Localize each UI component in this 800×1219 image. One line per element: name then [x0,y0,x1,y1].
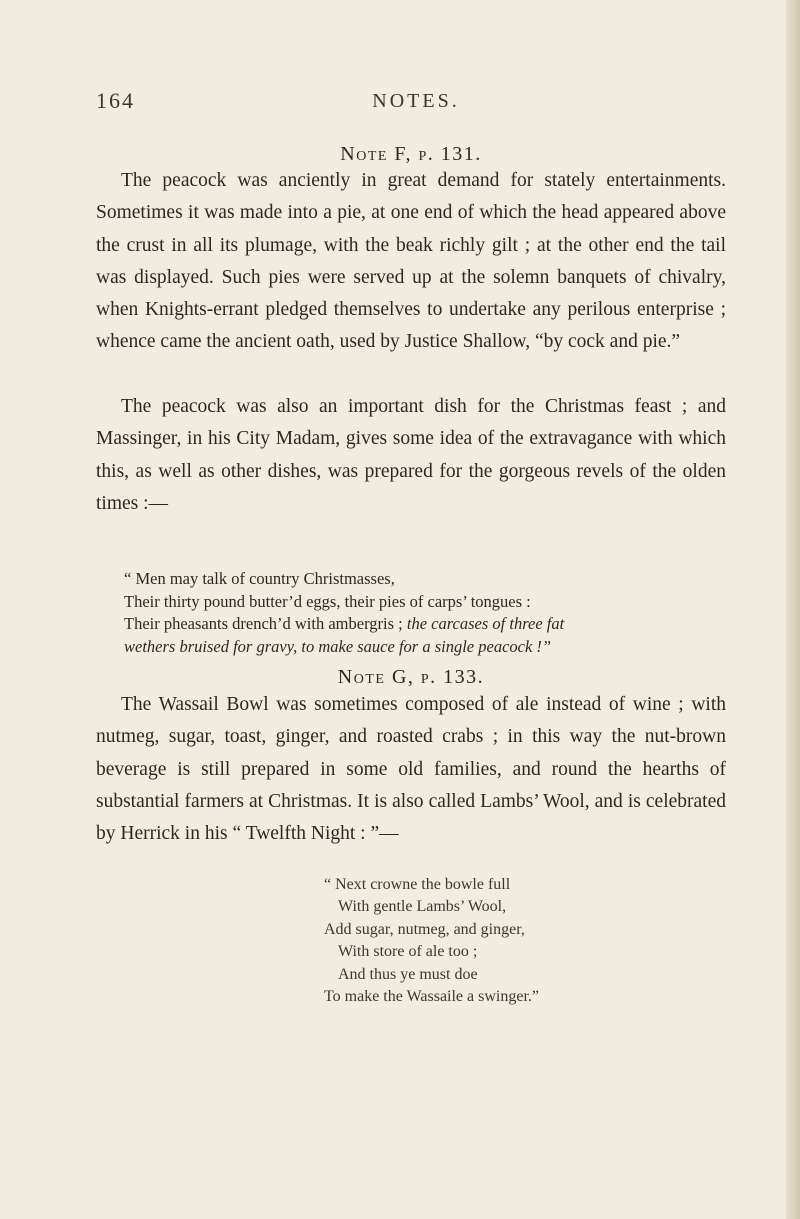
verse-line: To make the Wassaile a swinger.” [324,988,540,1006]
verse-line: wethers bruised for gravy, to make sauce for a single peacock !” [124,636,552,656]
note-f-paragraph-2: The peacock was also an important dish for the Christmas feast ; and Massinger, in his City Madam, gives some idea of the extravagance with which this, as well as other dishes, was prepared for the gorgeous revels of the olden times :— [96,396,726,514]
running-head: NOTES. [372,90,460,112]
verse-line: With store of ale too ; [338,943,478,961]
page-number: 164 [96,88,135,113]
note-f-paragraph-1: The peacock was anciently in great demand for stately entertainments. Sometimes it was made into a pie, at one end of which the head appeared above the crust in all its plumage, with the beak richly gilt ; at the other end the tail was displayed. Such pies were served up at the solemn banquets of chivalry, when Knights-errant pledged themselves to undertake any perilous enterprise ; whence came the ancient oath, used by Justice Shallow, “by cock and pie.” [96,170,726,353]
herrick-verse [324,874,704,1008]
verse-line [124,613,734,636]
verse-line: “ Next crowne the bowle full [324,876,511,893]
page-header [96,88,736,118]
note-f-heading: Note F, p. 131. [340,143,482,165]
verse-line: And thus ye must doe [338,965,478,983]
verse-line: Add sugar, nutmeg, and ginger, [324,920,525,938]
note-g-paragraph: The Wassail Bowl was sometimes composed of ale instead of wine ; with nutmeg, sugar, toast, ginger, and roasted crabs ; in this way the nut-brown beverage is still prepared in some old families, and round the hearths of substantial farmers at Christmas. It is also called Lambs’ Wool, and is celebrated by Herrick in his “ Twelfth Night : ”— [96,694,726,845]
page-edge [786,0,800,1219]
verse-line: With gentle Lambs’ Wool, [338,898,507,916]
note-g-heading: Note G, p. 133. [337,666,485,688]
verse-line-italic: the carcases of three fat [406,614,565,634]
verse-line-roman: Their pheasants drench’d with ambergris ; [124,614,403,634]
verse-line: “ Men may talk of country Christmasses, [124,569,395,588]
verse-line: Their thirty pound butter’d eggs, their pies of carps’ tongues : [124,591,531,611]
massinger-verse [124,568,734,658]
